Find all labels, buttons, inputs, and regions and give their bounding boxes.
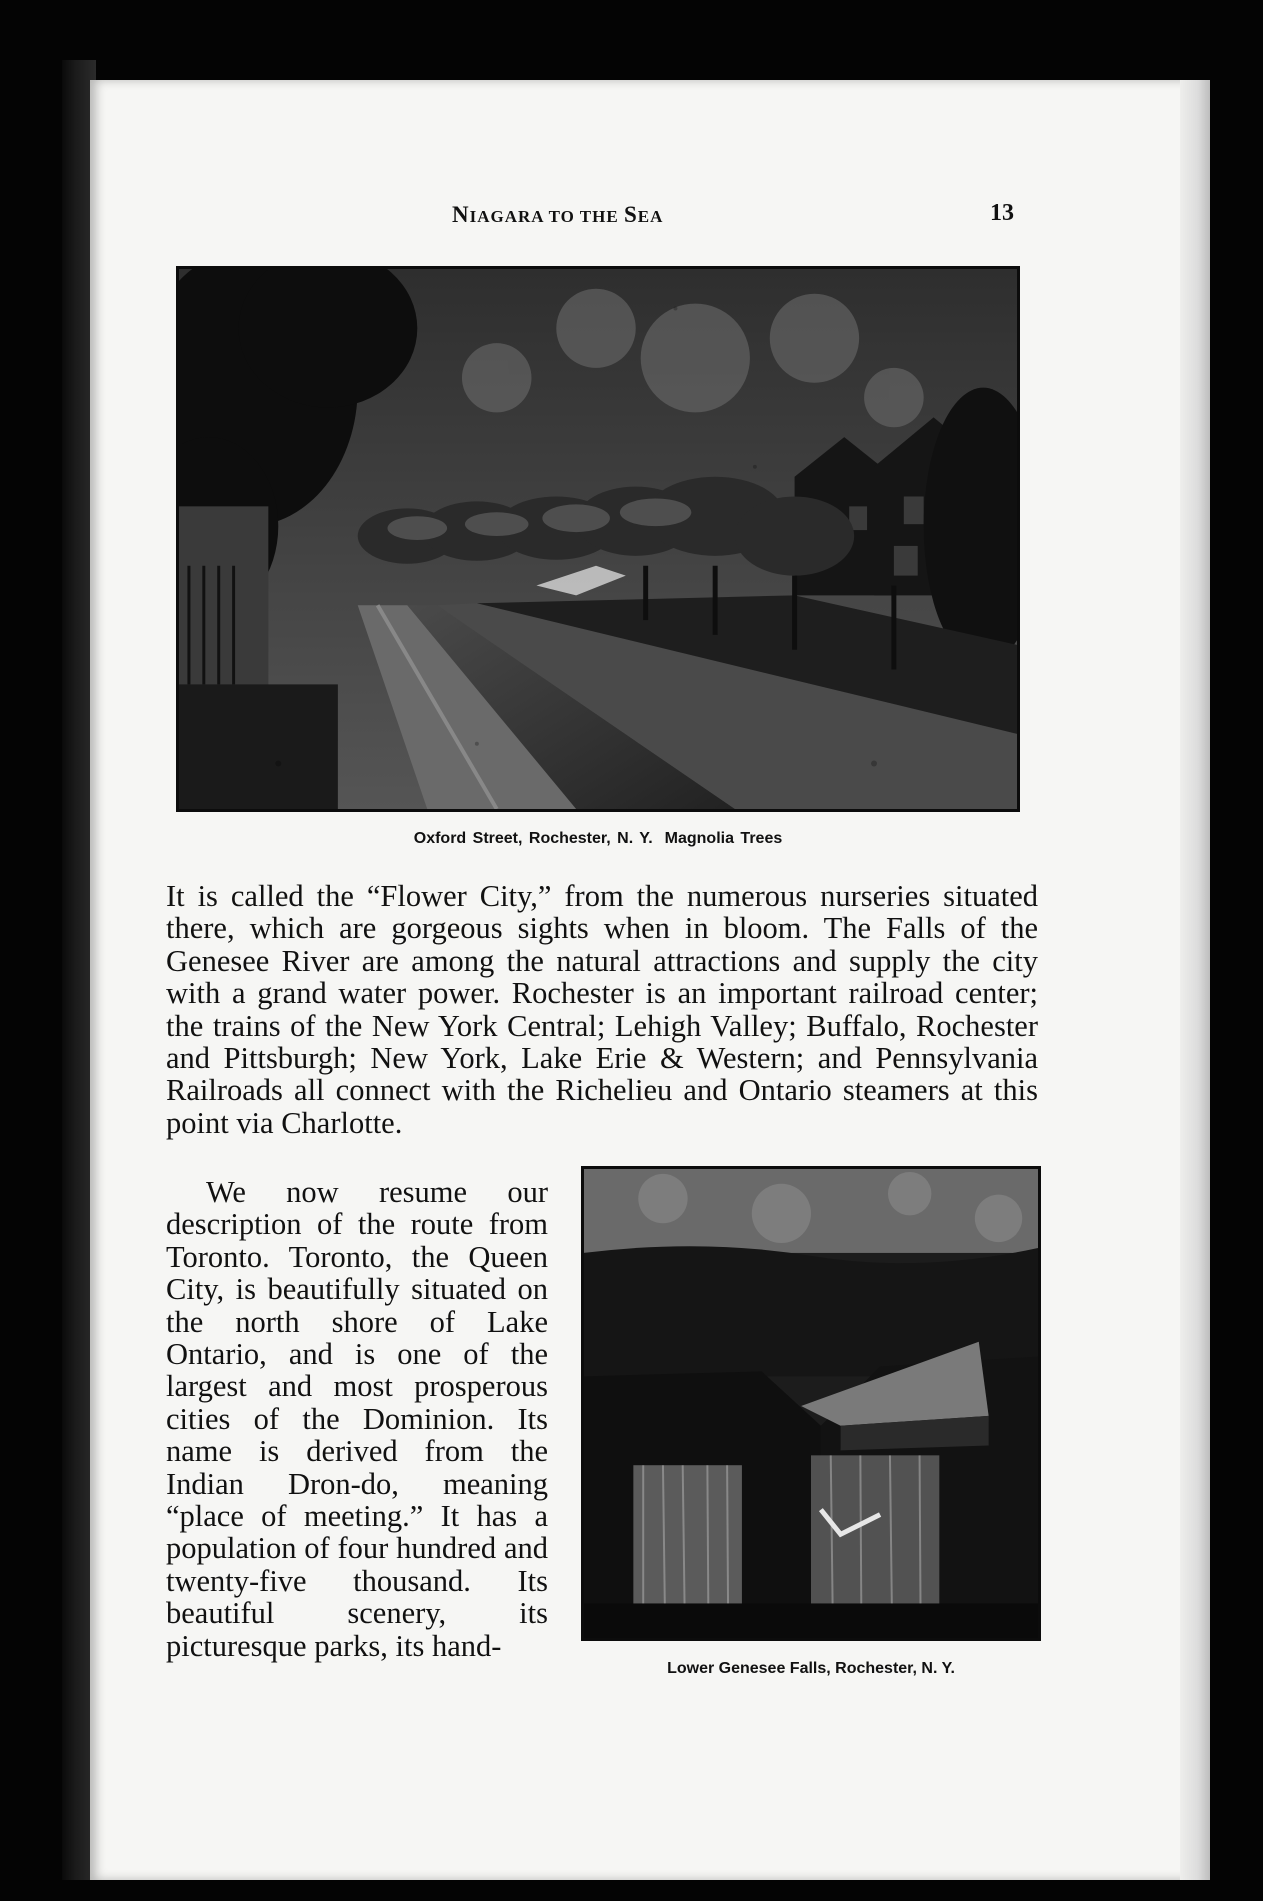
running-head-small-2: EA	[637, 207, 664, 226]
caption-oxford-street	[176, 830, 1020, 848]
waterfall-scene-illustration	[584, 1169, 1038, 1638]
running-head	[452, 202, 663, 228]
caption-oxford-street-subject: Magnolia Trees	[664, 830, 783, 847]
running-head-cap-1: N	[452, 202, 470, 227]
caption-oxford-street-location: Oxford Street, Rochester, N. Y.	[413, 830, 653, 847]
paragraph-toronto: We now resume our description of the route from Toronto. Toronto, the Queen City, is beautifully situated on the north shore of Lake Ontario, and is one of the largest and most prosperous cities of the Dominion. Its name is derived from the Indian Dron-do, meaning “place of meeting.” It has a population of four hundred and twenty-five thousand. Its beautiful scenery, its picturesque parks, its hand-	[166, 1175, 548, 1663]
photo-lower-genesee-falls	[581, 1166, 1041, 1641]
running-head-small-1: IAGARA TO THE	[469, 207, 624, 226]
street-scene-illustration	[179, 269, 1017, 809]
page-fore-edge	[1180, 80, 1210, 1880]
paragraph-flower-city: It is called the “Flower City,” from the numerous nurseries situated there, which are gorgeous sights when in bloom. The Falls of the Genesee River are among the natural attractions and supply the city with a grand water power. Rochester is an important railroad center; the trains of the New York Central; Lehigh Valley; Buffalo, Rochester and Pittsburgh; New York, Lake Erie & Western; and Pennsylvania Railroads all connect with the Richelieu and Ontario steamers at this point via Charlotte.	[166, 879, 1038, 1140]
photo-oxford-street	[176, 266, 1020, 812]
page-number: 13	[990, 200, 1014, 226]
running-head-cap-2: S	[623, 202, 638, 227]
caption-lower-genesee-falls: Lower Genesee Falls, Rochester, N. Y.	[667, 1660, 955, 1677]
